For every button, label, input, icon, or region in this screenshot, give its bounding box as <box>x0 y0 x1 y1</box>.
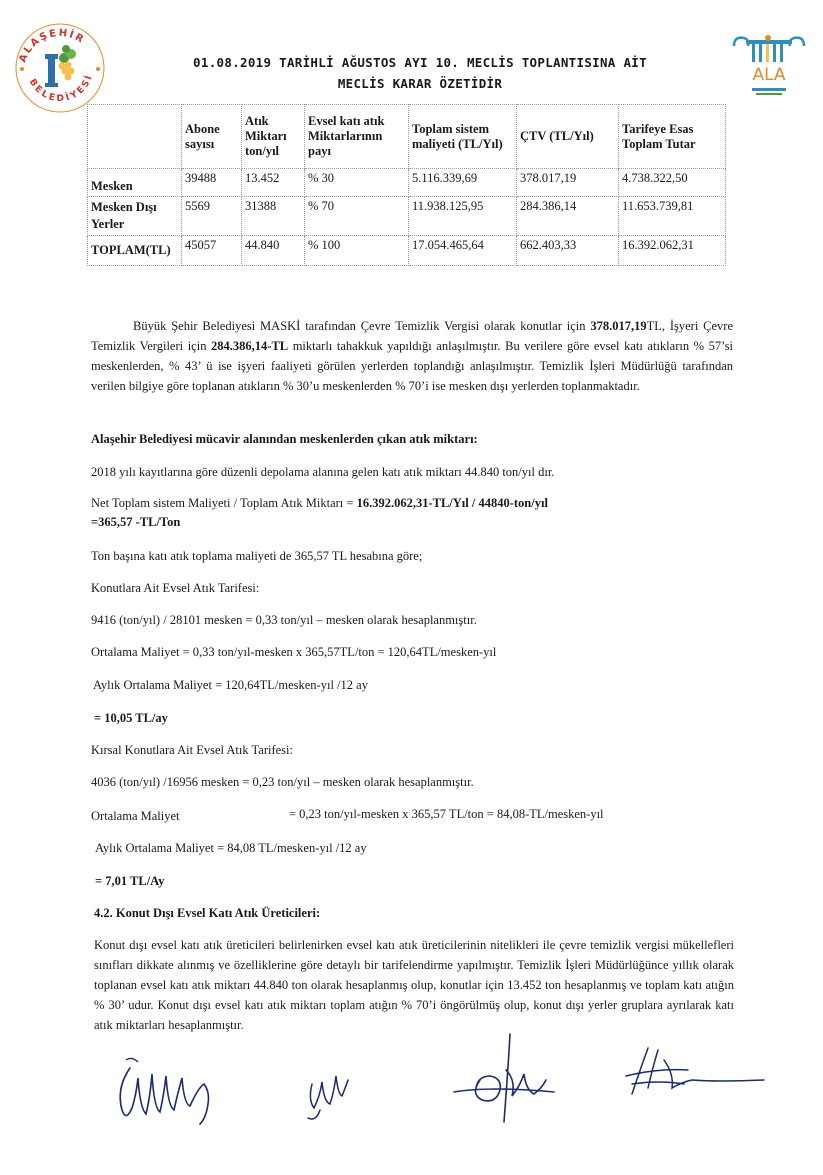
row-label-total: TOPLAM(TL) <box>88 236 182 266</box>
signature-1 <box>112 1048 237 1128</box>
row-label: Mesken <box>88 169 182 197</box>
kirsal-ortalama-label: Ortalama Maliyet <box>91 809 180 823</box>
section-4-2-heading: 4.2. Konut Dışı Evsel Katı Atık Üreticileri: <box>94 906 321 920</box>
section-heading-mucavir: Alaşehir Belediyesi mücavir alanından meskenlerden çıkan atık miktarı: <box>91 432 478 446</box>
cell-pay: % 30 <box>305 169 409 197</box>
header-ctv: ÇTV (TL/Yıl) <box>517 105 619 169</box>
net-cost-result: =365,57 -TL/Ton <box>91 515 181 529</box>
para-text: TL, İşyeri Çevre Temizlik Vergileri için <box>91 319 733 353</box>
isyeri-vergi-value: 284.386,14-TL <box>211 339 289 353</box>
konut-ortalama-line: Ortalama Maliyet = 0,33 ton/yıl-mesken x 365,57TL/ton = 120,64TL/mesken-yıl <box>91 645 497 659</box>
title-line-1: 01.08.2019 TARİHLİ AĞUSTOS AYI 10. MECLİS TOPLANTISINA AİT <box>193 55 647 70</box>
cell-atik: 13.452 <box>242 169 305 197</box>
ala-brand-logo <box>728 28 810 102</box>
header-evsel-pay: Evsel katı atık Miktarlarının payı <box>305 105 409 169</box>
kirsal-aylik-line: Aylık Ortalama Maliyet = 84,08 TL/mesken-yıl /12 ay <box>95 841 367 855</box>
cell-maliyet: 17.054.465,64 <box>409 236 517 266</box>
konut-vergi-value: 378.017,19 <box>590 319 647 333</box>
title-line-2: MECLİS KARAR ÖZETİDİR <box>337 76 503 91</box>
signature-3 <box>450 1030 560 1130</box>
signature-2 <box>298 1066 358 1124</box>
konut-tarife-heading: Konutlara Ait Evsel Atık Tarifesi: <box>91 581 260 595</box>
header-empty <box>88 105 182 169</box>
cell-atik: 44.840 <box>242 236 305 266</box>
header-tarife-tutar: Tarifeye Esas Toplam Tutar <box>619 105 726 169</box>
kirsal-calc-line: 4036 (ton/yıl) /16956 mesken = 0,23 ton/yıl – mesken olarak hesaplanmıştır. <box>91 775 474 789</box>
signature-4 <box>618 1040 768 1108</box>
cell-pay: % 100 <box>305 236 409 266</box>
waste-cost-table <box>87 104 726 266</box>
table-row <box>88 236 726 266</box>
section-4-2-paragraph: Konut dışı evsel katı atık üreticileri belirlenirken evsel katı atık üreticilerinin nitelikleri ile çevre temizlik vergisi mükellefleri sınıfları dikkate alınmış ve özelliklerine göre detaylı bir tarifelendirme yapılmıştır. Temizlik İşleri Müdürlüğünce yıllık olarak toplanan evsel katı atık miktarı 44.840 ton olarak hesaplanmış olup, konutlar için 13.452 ton hesaplanmış ve toplam katı atığın % 30’ udur. Konut dışı evsel katı atık miktarı toplam atığın % 70’i öngörülmüş olup, konut dışı yerler gruplara ayrılarak katı atık miktarları hesaplanmıştır. <box>94 938 734 1032</box>
net-cost-formula <box>91 496 548 511</box>
cell-atik: 31388 <box>242 197 305 236</box>
cell-ctv: 378.017,19 <box>517 169 619 197</box>
table-header-row <box>88 105 726 169</box>
header-atik-miktari: Atık Miktarı ton/yıl <box>242 105 305 169</box>
konut-result: = 10,05 TL/ay <box>94 711 168 725</box>
para-text: Büyük Şehir Belediyesi MASKİ tarafından Çevre Temizlik Vergisi olarak konutlar için <box>133 319 591 333</box>
cell-maliyet: 11.938.125,95 <box>409 197 517 236</box>
line-2018-records: 2018 yılı kayıtlarına göre düzenli depolama alanına gelen katı atık miktarı 44.840 ton/yıl dır. <box>91 465 555 479</box>
para-text: miktarlı tahakkuk yapıldığı anlaşılmıştır. Bu verilere göre evsel katı atıkların % 57’si meskenlerden, % 43’ ü ise işyeri faaliyeti görülen yerlerden toplandığı anlaşılmıştır. Temizlik İşleri Müdürlüğü tarafından verilen bilgiye göre toplanan atıkların % 30’u meskenlerden % 70’i ise mesken dışı yerlerden toplanmaktadır. <box>91 339 733 393</box>
formula-text: Net Toplam sistem Maliyeti / Toplam Atık Miktarı = <box>91 496 357 510</box>
document-title <box>120 52 720 94</box>
municipality-seal-logo <box>8 14 112 118</box>
intro-paragraph <box>91 316 733 396</box>
cell-pay: % 70 <box>305 197 409 236</box>
cell-ctv: 284.386,14 <box>517 197 619 236</box>
table-row <box>88 197 726 236</box>
svg-text:BELEDİYESİ: BELEDİYESİ <box>26 72 96 105</box>
cell-maliyet: 5.116.339,69 <box>409 169 517 197</box>
cell-tutar: 4.738.322,50 <box>619 169 726 197</box>
cell-abone: 39488 <box>182 169 242 197</box>
row-label: Mesken Dışı Yerler <box>88 197 182 236</box>
header-abone: Abone sayısı <box>182 105 242 169</box>
kirsal-tarife-heading: Kırsal Konutlara Ait Evsel Atık Tarifesi: <box>91 743 293 757</box>
cell-ctv: 662.403,33 <box>517 236 619 266</box>
formula-value: 16.392.062,31-TL/Yıl / 44840-ton/yıl <box>356 496 548 510</box>
cell-abone: 45057 <box>182 236 242 266</box>
table-row <box>88 169 726 197</box>
konut-aylik-line: Aylık Ortalama Maliyet = 120,64TL/mesken-yıl /12 ay <box>93 678 368 692</box>
svg-text:ALA: ALA <box>752 65 786 85</box>
ton-basina-line: Ton başına katı atık toplama maliyeti de 365,57 TL hesabına göre; <box>91 549 423 563</box>
cell-abone: 5569 <box>182 197 242 236</box>
kirsal-ortalama-value: = 0,23 ton/yıl-mesken x 365,57 TL/ton = 84,08-TL/mesken-yıl <box>289 807 604 821</box>
konut-calc-line: 9416 (ton/yıl) / 28101 mesken = 0,33 ton/yıl – mesken olarak hesaplanmıştır. <box>91 613 477 627</box>
svg-text:ALAŞEHİR: ALAŞEHİR <box>17 27 87 65</box>
kirsal-result: = 7,01 TL/Ay <box>95 874 165 888</box>
cell-tutar: 11.653.739,81 <box>619 197 726 236</box>
header-toplam-maliyet: Toplam sistem maliyeti (TL/Yıl) <box>409 105 517 169</box>
cell-tutar: 16.392.062,31 <box>619 236 726 266</box>
